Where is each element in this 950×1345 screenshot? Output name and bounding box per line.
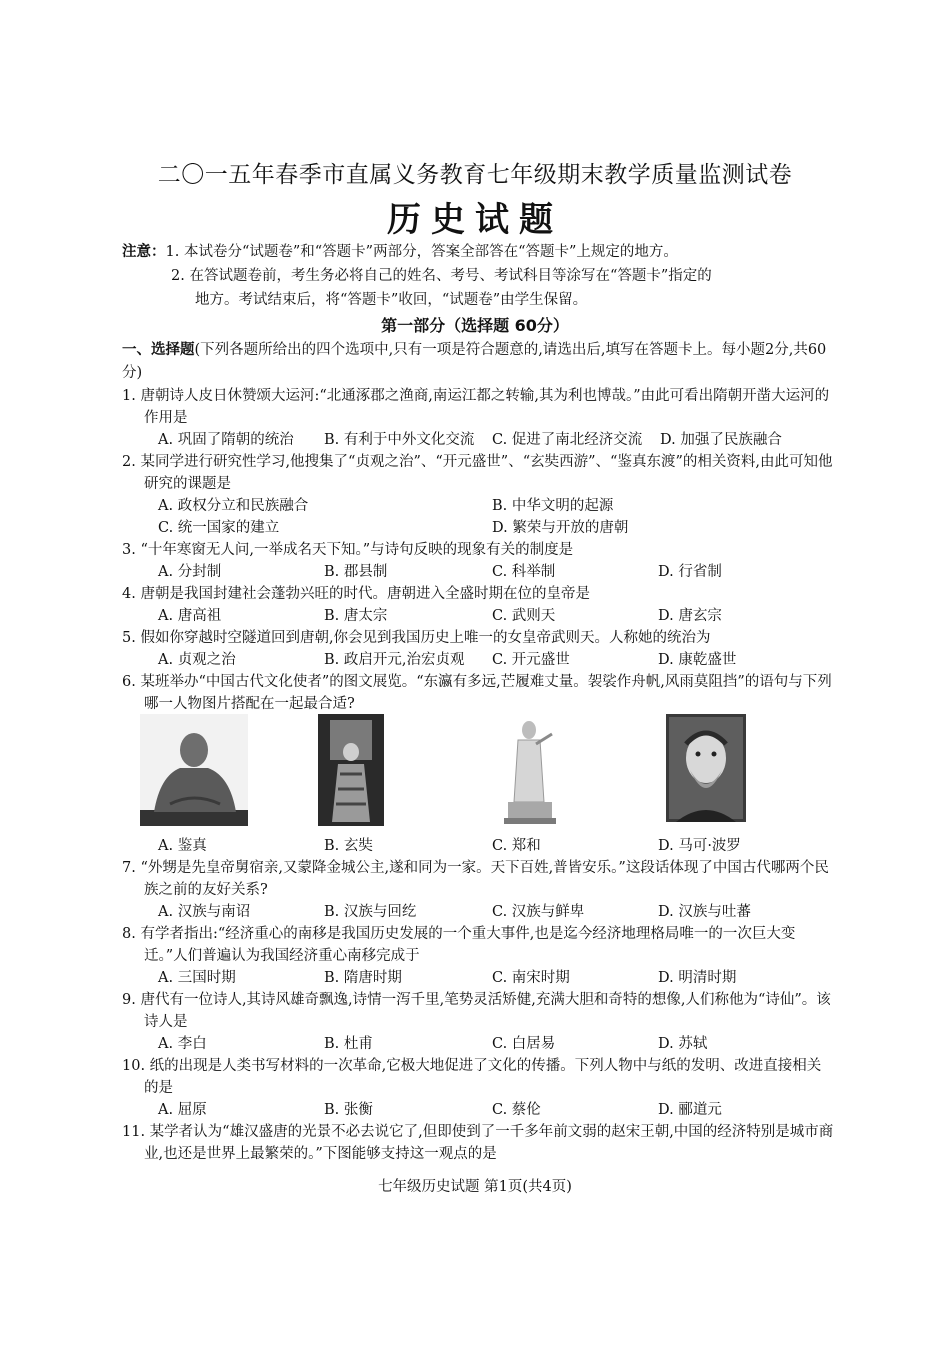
option-a: A. 分封制 bbox=[158, 564, 222, 580]
option-c: C. 科举制 bbox=[492, 564, 556, 580]
question-9 bbox=[122, 989, 834, 1055]
question-3 bbox=[122, 539, 834, 583]
question-6 bbox=[122, 671, 834, 715]
options-row bbox=[122, 561, 834, 583]
question-6-options bbox=[122, 835, 834, 857]
question-2 bbox=[122, 451, 834, 539]
option-c: C. 蔡伦 bbox=[492, 1102, 541, 1118]
options-row bbox=[122, 517, 834, 539]
option-d: D. 马可·波罗 bbox=[658, 838, 741, 854]
xuanzang-image bbox=[318, 714, 384, 826]
options-row bbox=[122, 495, 834, 517]
question-10 bbox=[122, 1055, 834, 1121]
option-d: D. 行省制 bbox=[658, 564, 722, 580]
subject-title: 历史试题 bbox=[387, 200, 563, 240]
option-d: D. 苏轼 bbox=[658, 1036, 708, 1052]
note-label: 注意： bbox=[122, 244, 166, 260]
marco-polo-portrait-image bbox=[666, 714, 746, 822]
jianzhen-statue-image bbox=[140, 714, 248, 826]
note-line-1 bbox=[122, 240, 842, 264]
option-a: A. 贞观之治 bbox=[158, 652, 236, 668]
option-c: C. 汉族与鲜卑 bbox=[492, 904, 585, 920]
options-row bbox=[122, 967, 834, 989]
question-stem: 9. 唐代有一位诗人,其诗风雄奇飘逸,诗情一泻千里,笔势灵活矫健,充满大胆和奇特的想像,人们称他为“诗仙”。该诗人是 bbox=[122, 992, 831, 1030]
option-c: C. 郑和 bbox=[492, 838, 541, 854]
note-line-3: 地方。考试结束后，将“答题卡”收回，“试题卷”由学生保留。 bbox=[195, 292, 588, 308]
options-row bbox=[122, 605, 834, 627]
option-d: D. 唐玄宗 bbox=[658, 608, 722, 624]
option-a: A. 李白 bbox=[158, 1036, 207, 1052]
option-d: D. 加强了民族融合 bbox=[660, 432, 782, 448]
option-a: A. 三国时期 bbox=[158, 970, 236, 986]
option-d: D. 郦道元 bbox=[658, 1102, 722, 1118]
zhenghe-statue-image bbox=[496, 714, 566, 826]
options-row bbox=[122, 1099, 834, 1121]
question-11 bbox=[122, 1121, 834, 1165]
option-a: A. 汉族与南诏 bbox=[158, 904, 251, 920]
option-b: B. 汉族与回纥 bbox=[324, 904, 417, 920]
question-6-pictures bbox=[122, 714, 834, 834]
question-stem: 6. 某班举办“中国古代文化使者”的图文展览。“东瀛有多远,芒履难丈量。袈裟作舟帆,风雨莫阻挡”的语句与下列哪一人物图片搭配在一起最合适? bbox=[122, 674, 832, 712]
option-c: C. 南宋时期 bbox=[492, 970, 570, 986]
section-header bbox=[122, 339, 834, 385]
option-c: C. 统一国家的建立 bbox=[158, 520, 280, 536]
section-instructions: (下列各题所给出的四个选项中,只有一项是符合题意的,请选出后,填写在答题卡上。每小题2分,共60分) bbox=[122, 342, 827, 381]
question-1 bbox=[122, 385, 834, 451]
options-row bbox=[122, 835, 834, 857]
note-text-1: 1. 本试卷分“试题卷”和“答题卡”两部分，答案全部答在“答题卡”上规定的地方。 bbox=[165, 244, 678, 260]
options-row bbox=[122, 649, 834, 671]
option-a: A. 政权分立和民族融合 bbox=[158, 498, 309, 514]
option-b: B. 杜甫 bbox=[324, 1036, 373, 1052]
question-stem: 7. “外甥是先皇帝舅宿亲,又蒙降金城公主,遂和同为一家。天下百姓,普皆安乐。”这段话体现了中国古代哪两个民族之前的友好关系? bbox=[122, 860, 829, 898]
question-7 bbox=[122, 857, 834, 923]
option-a: A. 鉴真 bbox=[158, 838, 207, 854]
option-d: D. 繁荣与开放的唐朝 bbox=[492, 520, 629, 536]
question-stem: 1. 唐朝诗人皮日休赞颂大运河:“北通涿郡之渔商,南运江都之转输,其为利也博哉。”由此可看出隋朝开凿大运河的作用是 bbox=[122, 388, 830, 426]
option-b: B. 张衡 bbox=[324, 1102, 373, 1118]
options-row bbox=[122, 1033, 834, 1055]
option-b: B. 隋唐时期 bbox=[324, 970, 402, 986]
option-c: C. 促进了南北经济交流 bbox=[492, 432, 643, 448]
question-stem: 3. “十年寒窗无人问,一举成名天下知。”与诗句反映的现象有关的制度是 bbox=[122, 542, 574, 558]
options-row bbox=[122, 429, 834, 451]
option-d: D. 汉族与吐蕃 bbox=[658, 904, 751, 920]
option-c: C. 武则天 bbox=[492, 608, 556, 624]
option-b: B. 郡县制 bbox=[324, 564, 388, 580]
option-b: B. 有利于中外文化交流 bbox=[324, 432, 475, 448]
option-d: D. 明清时期 bbox=[658, 970, 737, 986]
question-stem: 8. 有学者指出:“经济重心的南移是我国历史发展的一个重大事件,也是迄今经济地理格局唯一的一次巨大变迁。”人们普遍认为我国经济重心南移完成于 bbox=[122, 926, 796, 964]
question-stem: 4. 唐朝是我国封建社会蓬勃兴旺的时代。唐朝进入全盛时期在位的皇帝是 bbox=[122, 586, 590, 602]
question-5 bbox=[122, 627, 834, 671]
option-c: C. 开元盛世 bbox=[492, 652, 570, 668]
option-b: B. 唐太宗 bbox=[324, 608, 388, 624]
question-stem: 10. 纸的出现是人类书写材料的一次革命,它极大地促进了文化的传播。下列人物中与纸的发明、改进直接相关的是 bbox=[122, 1058, 822, 1096]
options-row bbox=[122, 901, 834, 923]
notes-block bbox=[122, 240, 842, 312]
section-head: 一、选择题 bbox=[122, 342, 195, 358]
question-stem: 5. 假如你穿越时空隧道回到唐朝,你会见到我国历史上唯一的女皇帝武则天。人称她的统治为 bbox=[122, 630, 711, 646]
option-a: A. 巩固了隋朝的统治 bbox=[158, 432, 294, 448]
question-8 bbox=[122, 923, 834, 989]
option-a: A. 唐高祖 bbox=[158, 608, 222, 624]
option-a: A. 屈原 bbox=[158, 1102, 207, 1118]
option-b: B. 中华文明的起源 bbox=[492, 498, 614, 514]
part-title: 第一部分（选择题 60分） bbox=[381, 316, 569, 335]
exam-title: 二〇一五年春季市直属义务教育七年级期末教学质量监测试卷 bbox=[157, 162, 793, 188]
option-d: D. 康乾盛世 bbox=[658, 652, 737, 668]
page-footer: 七年级历史试题 第1页(共4页) bbox=[378, 1179, 572, 1195]
question-4 bbox=[122, 583, 834, 627]
option-c: C. 白居易 bbox=[492, 1036, 556, 1052]
note-line-2: 2. 在答试题卷前，考生务必将自己的姓名、考号、考试科目等涂写在“答题卡”指定的 bbox=[171, 268, 712, 284]
option-b: B. 玄奘 bbox=[324, 838, 373, 854]
question-stem: 11. 某学者认为“雄汉盛唐的光景不必去说它了,但即使到了一千多年前文弱的赵宋王朝,中国的经济特别是城市商业,也还是世界上最繁荣的。”下图能够支持这一观点的是 bbox=[122, 1124, 834, 1162]
option-b: B. 政启开元,治宏贞观 bbox=[324, 652, 465, 668]
question-stem: 2. 某同学进行研究性学习,他搜集了“贞观之治”、“开元盛世”、“玄奘西游”、“鉴真东渡”的相关资料,由此可知他研究的课题是 bbox=[122, 454, 833, 492]
